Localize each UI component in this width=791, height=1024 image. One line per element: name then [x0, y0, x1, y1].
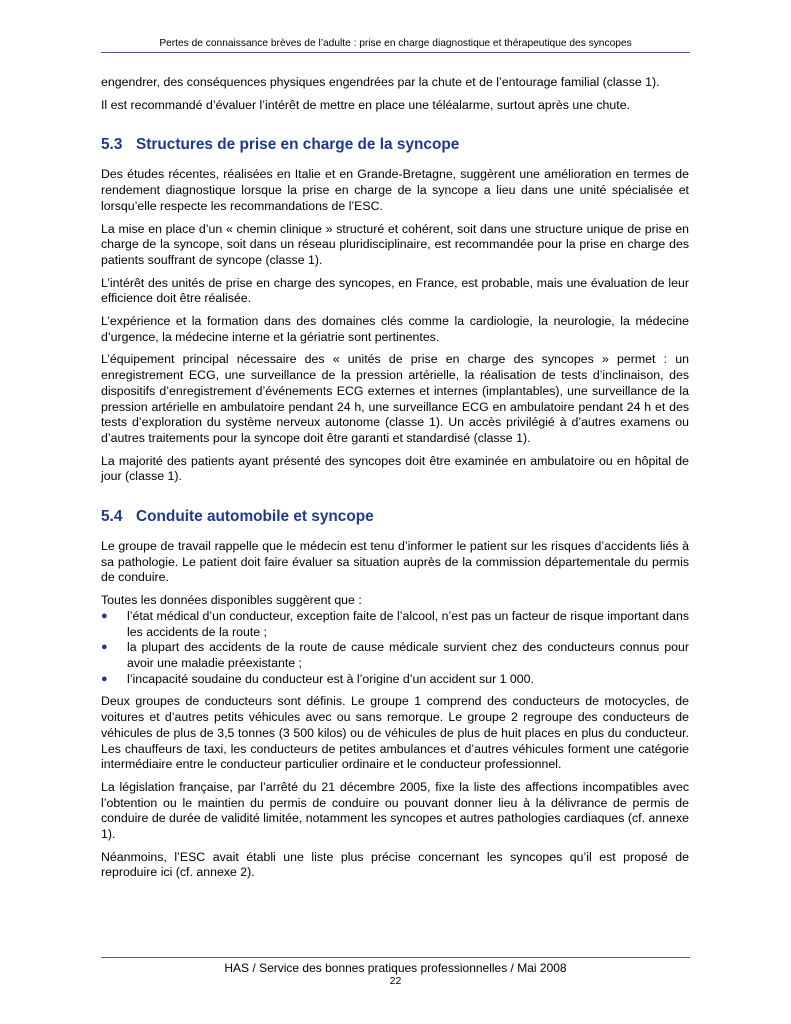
- section-5-4-paragraph-4: Néanmoins, l’ESC avait établi une liste plus précise concernant les syncopes qu’il est proposé de reproduire ici (cf. annexe 2).: [101, 849, 689, 880]
- section-5-3-heading: [101, 135, 689, 154]
- section-5-3-paragraph-6: La majorité des patients ayant présenté des syncopes doit être examinée en ambulatoire ou en hôpital de jour (classe 1).: [101, 453, 689, 484]
- section-5-3-title: Structures de prise en charge de la syncope: [136, 136, 460, 154]
- running-footer: HAS / Service des bonnes pratiques professionnelles / Mai 2008: [224, 961, 567, 975]
- section-5-3-paragraph-2: La mise en place d’un « chemin clinique » structuré et cohérent, soit dans une structure unique de prise en charge de la syncope, soit dans un réseau pluridisciplinaire, est recommandée pour la prise en charge des patients souffrant de syncope (classe 1).: [101, 221, 689, 267]
- section-5-3-number: 5.3: [101, 136, 123, 154]
- bullet-icon: ●: [101, 641, 108, 654]
- section-5-3-paragraph-3: L’intérêt des unités de prise en charge des syncopes, en France, est probable, mais une évaluation de leur efficience doit être réalisée.: [101, 275, 689, 306]
- intro-paragraph-1: engendrer, des conséquences physiques engendrées par la chute et de l’entourage familial (classe 1).: [101, 75, 660, 89]
- list-item: ● la plupart des accidents de la route de cause médicale survient chez des conducteurs connus pour avoir une maladie préexistante ;: [101, 640, 689, 670]
- section-5-4-paragraph-3: La législation française, par l’arrêté du 21 décembre 2005, fixe la liste des affections incompatibles avec l’obtention ou le maintien du permis de conduire ou pouvant donner lieu à la délivrance de permis de conduire de durée de validité limitée, notamment les syncopes et autres pathologies cardiaques (cf. annexe 1).: [101, 779, 689, 842]
- running-header: Pertes de connaissance brèves de l’adulte : prise en charge diagnostique et thérapeutique des syncopes: [159, 38, 632, 49]
- section-5-4-heading: [101, 507, 689, 526]
- footer-divider: [101, 957, 690, 958]
- section-5-4-number: 5.4: [101, 508, 123, 526]
- section-5-3-paragraph-4: L’expérience et la formation dans des domaines clés comme la cardiologie, la neurologie, la médecine d’urgence, la médecine interne et la gériatrie sont pertinentes.: [101, 314, 689, 344]
- section-5-3-paragraph-1: Des études récentes, réalisées en Italie et en Grande-Bretagne, suggèrent une amélioration en termes de rendement diagnostique lorsque la prise en charge de la syncope a lieu dans une unité spécialisée et lorsqu’elle respecte les recommandations de l’ESC.: [101, 167, 689, 213]
- list-intro: Toutes les données disponibles suggèrent que :: [101, 593, 362, 608]
- section-5-3-paragraph-5: L’équipement principal nécessaire des « unités de prise en charge des syncopes » permet : un enregistrement ECG, une surveillance de la pression artérielle, la réalisation de tests d’inclinaison, des dispositifs d’enregistrement d’événements ECG externes et internes (implantables), une surveillance de la pression artérielle en ambulatoire pendant 24 h, une surveillance ECG en ambulatoire pendant 24 h et des tests d’exploration du système nerveux autonome (classe 1). Un accès privilégié à d’autres examens ou d’autres traitements pour la syncope doit être garanti et standardisé (classe 1).: [101, 352, 689, 445]
- section-5-4-title: Conduite automobile et syncope: [136, 508, 374, 526]
- section-5-4-paragraph-1: Le groupe de travail rappelle que le médecin est tenu d’informer le patient sur les risques d’accidents liés à sa pathologie. Le patient doit faire évaluer sa situation auprès de la commission départementale du permis de conduire.: [101, 539, 689, 585]
- bullet-list: [101, 609, 689, 688]
- bullet-icon: ●: [101, 609, 108, 622]
- page-number: 22: [389, 975, 402, 987]
- intro-paragraph-2: Il est recommandé d’évaluer l’intérêt de mettre en place une téléalarme, surtout après une chute.: [101, 97, 631, 112]
- list-item: ● l’état médical d’un conducteur, exception faite de l’alcool, n’est pas un facteur de risque important dans les accidents de la route ;: [101, 608, 689, 639]
- header-divider: [101, 52, 690, 53]
- list-item: ● l’incapacité soudaine du conducteur est à l’origine d’un accident sur 1 000.: [101, 671, 534, 686]
- bullet-icon: ●: [101, 672, 108, 685]
- page-body: [101, 75, 689, 888]
- section-5-4-paragraph-2: Deux groupes de conducteurs sont définis. Le groupe 1 comprend des conducteurs de motocycles, de voitures et d’autres petits véhicules avec ou sans remorque. Le groupe 2 regroupe des conducteurs de véhicules de plus de 3,5 tonnes (3 500 kilos) ou de véhicules de plus de huit places en plus du conducteur. Les chauffeurs de taxi, les conducteurs de petites ambulances et d’autres véhicules forment une catégorie intermédiaire entre le conducteur particulier ordinaire et le conducteur professionnel.: [101, 694, 689, 772]
